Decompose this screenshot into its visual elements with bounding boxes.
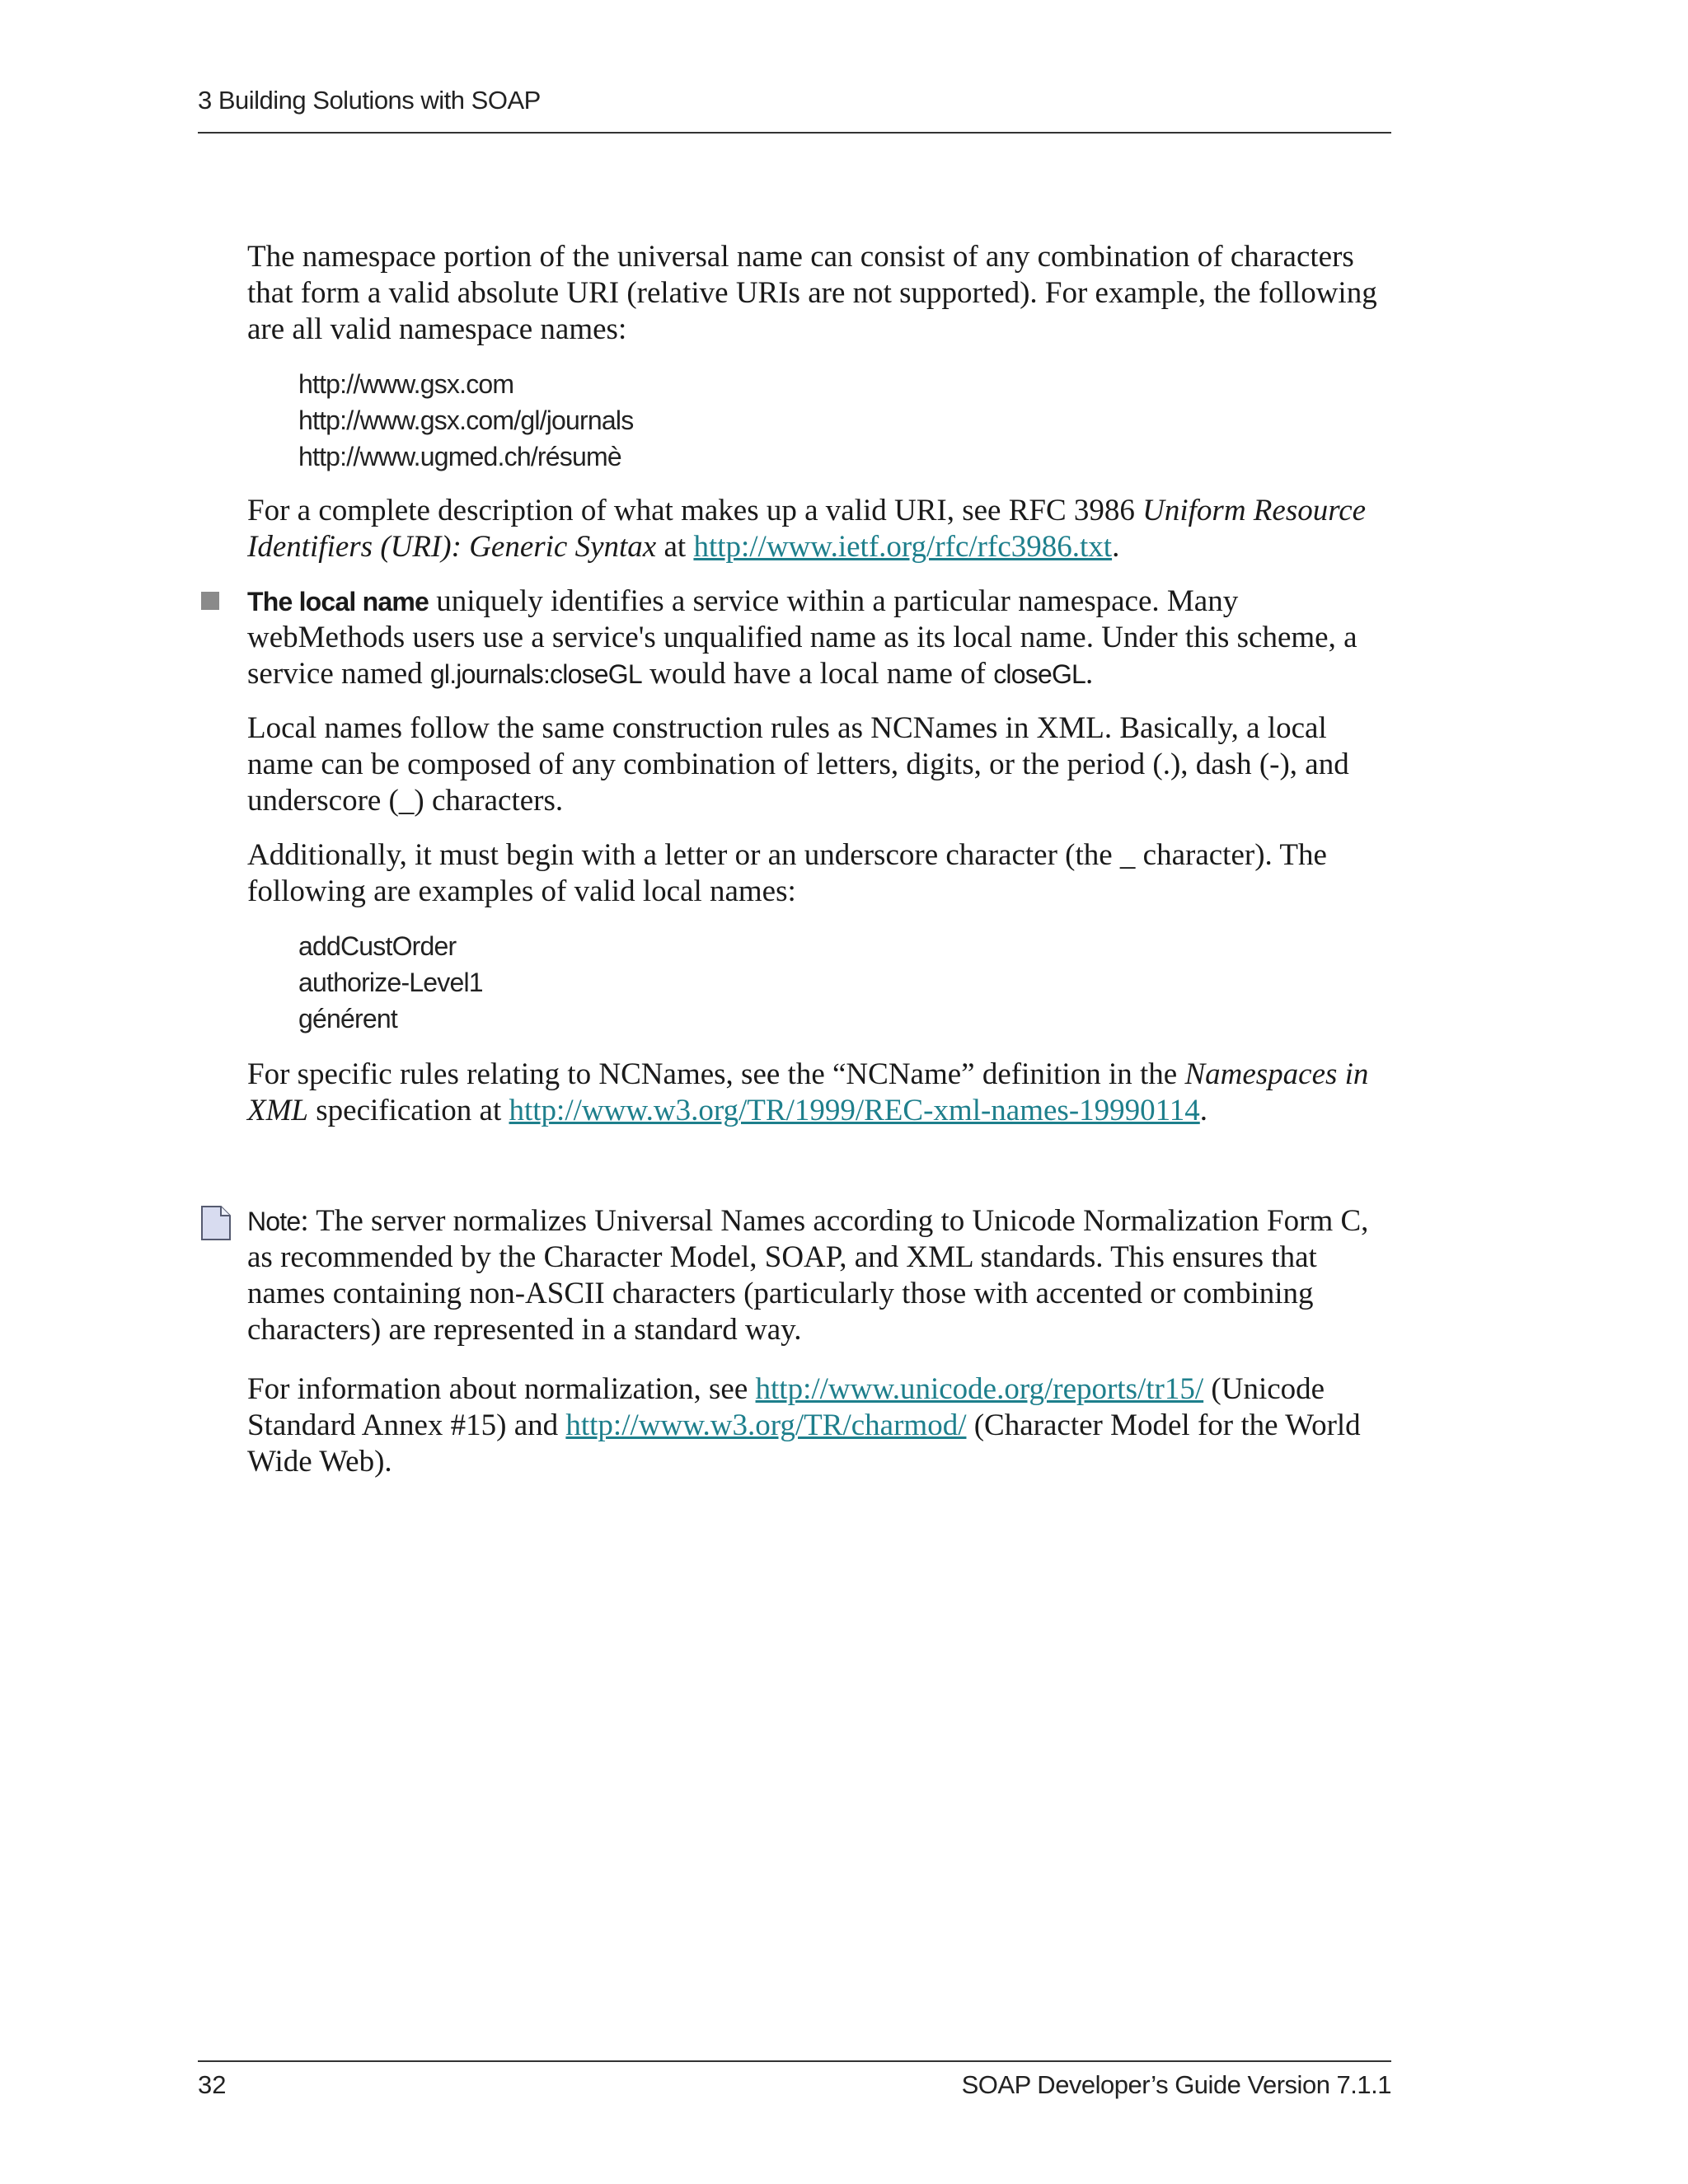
namespace-example: http://www.ugmed.ch/résumè [298, 442, 621, 471]
namespace-example: http://www.gsx.com [298, 369, 514, 399]
local-name-end: . [1085, 657, 1094, 691]
bullet-marker [201, 592, 219, 610]
normalization-end-text: (Character Model for the World Wide Web). [247, 1408, 1361, 1479]
local-name-term: The local name [247, 587, 429, 616]
ncname-end-text: . [1199, 1094, 1208, 1127]
ncname-mid-text: specification at [308, 1094, 509, 1127]
rfc-at-text: at [656, 530, 694, 564]
page-number: 32 [198, 2070, 227, 2099]
note-label: Note [247, 1207, 301, 1236]
begin-rule-text: Additionally, it must begin with a letter or an underscore character (the _ character). The following are examples of valid local names: [247, 838, 1327, 908]
namespace-examples-list [298, 366, 633, 475]
namespace-paragraph-text: The namespace portion of the universal name can consist of any combination of characters that form a valid absolute URI (relative URIs are not supported). For example, the following are all valid namespace names: [247, 240, 1377, 346]
local-name-text-2: would have a local name of [641, 657, 994, 691]
ncname-paragraph [247, 1057, 1385, 1129]
normalization-mid-text: (Unicode Standard Annex #15) and [247, 1372, 1325, 1442]
local-name-bullet [247, 583, 1385, 692]
note-icon [199, 1205, 232, 1241]
rfc-end-text: . [1112, 530, 1120, 564]
charmod-link[interactable]: http://www.w3.org/TR/charmod/ [565, 1408, 967, 1442]
local-name-example-item: générent [298, 1004, 397, 1033]
running-header: 3 Building Solutions with SOAP [198, 86, 541, 115]
ncname-spec-title: Namespaces in XML [247, 1057, 1369, 1127]
local-rules-paragraph [247, 710, 1385, 819]
rfc-link[interactable]: http://www.ietf.org/rfc/rfc3986.txt [693, 530, 1113, 564]
ncname-lead-text: For specific rules relating to NCNames, see the “NCName” definition in the [247, 1057, 1185, 1091]
local-name-example-item: addCustOrder [298, 931, 457, 961]
rfc-lead-text: For a complete description of what makes up a valid URI, see RFC 3986 [247, 494, 1143, 527]
header-divider [198, 132, 1391, 134]
unicode-tr15-link[interactable]: http://www.unicode.org/reports/tr15/ [755, 1372, 1204, 1406]
normalization-lead-text: For information about normalization, see [247, 1372, 756, 1406]
ncname-spec-link[interactable]: http://www.w3.org/TR/1999/REC-xml-names-19990114 [509, 1094, 1200, 1127]
local-name-example: closeGL [993, 659, 1086, 689]
service-name-example: gl.journals:closeGL [429, 659, 642, 689]
note-text: : The server normalizes Universal Names according to Unicode Normalization Form C, as recommended by the Character Model, SOAP, and XML standards. This ensures that names containing non-ASCII characters (particularly those with accented or combining characters) are represented in a standard way. [247, 1204, 1369, 1347]
local-name-example-item: authorize-Level1 [298, 968, 483, 997]
namespace-paragraph [247, 239, 1385, 348]
note-block [247, 1203, 1385, 1348]
rfc-title: Uniform Resource Identifiers (URI): Generic Syntax [247, 494, 1367, 564]
local-examples-list [298, 928, 483, 1037]
namespace-example: http://www.gsx.com/gl/journals [298, 405, 634, 435]
local-name-text-1: uniquely identifies a service within a particular namespace. Many webMethods users use a service's unqualified name as its local name. Under this scheme, a service named [247, 584, 1357, 691]
begin-rule-paragraph [247, 837, 1385, 910]
footer-divider [198, 2060, 1391, 2062]
local-rules-text: Local names follow the same construction rules as NCNames in XML. Basically, a local name can be composed of any combination of letters, digits, or the period (.), dash (-), and underscore (_) characters. [247, 711, 1349, 818]
rfc-paragraph [247, 493, 1385, 565]
normalization-paragraph [247, 1371, 1385, 1480]
document-title: SOAP Developer’s Guide Version 7.1.1 [961, 2070, 1391, 2099]
